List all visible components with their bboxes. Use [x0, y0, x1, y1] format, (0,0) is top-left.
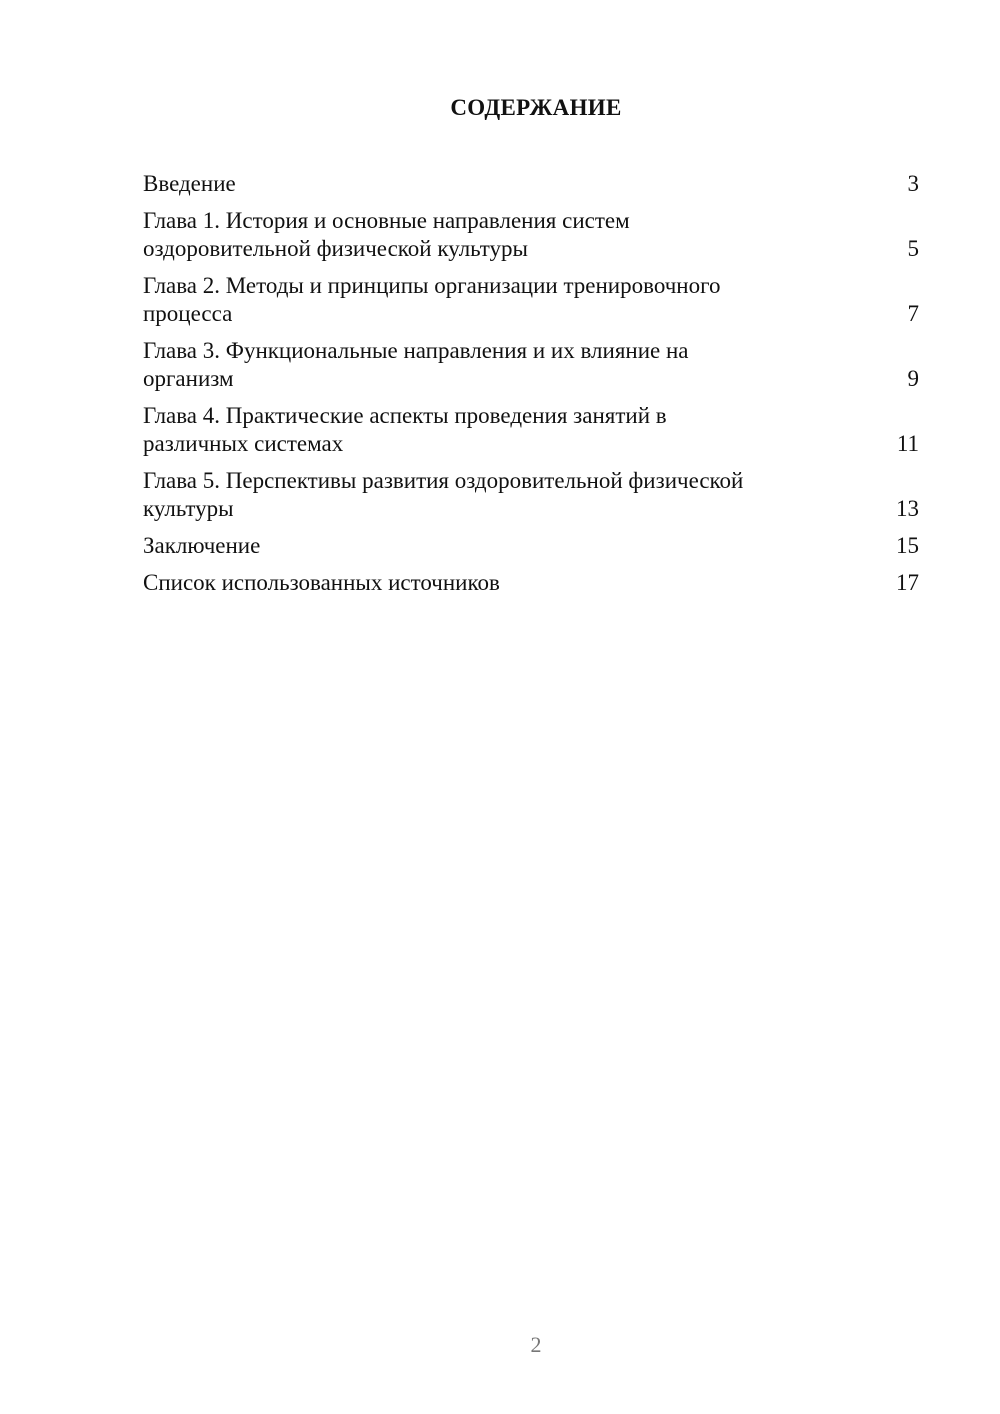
- toc-entry-title: [143, 337, 689, 393]
- table-of-contents: [143, 170, 919, 606]
- toc-entry-chapter-4: [143, 402, 919, 458]
- toc-entry-title: [143, 170, 236, 198]
- toc-entry-title: [143, 402, 667, 458]
- toc-entry-chapter-5: [143, 467, 919, 523]
- toc-entry-introduction: [143, 170, 919, 198]
- toc-entry-chapter-2: [143, 272, 919, 328]
- toc-entry-title: [143, 532, 260, 560]
- toc-entry-page-number: 3: [907, 171, 919, 196]
- toc-entry-page-number: 9: [907, 366, 919, 391]
- toc-entry-page-number: 5: [907, 236, 919, 261]
- toc-entry-line: Список использованных источников: [143, 570, 500, 595]
- toc-entry-title: [143, 207, 630, 263]
- toc-entry-line: Глава 3. Функциональные направления и их влияние на: [143, 338, 689, 363]
- toc-entry-line: Глава 5. Перспективы развития оздоровительной физической: [143, 468, 744, 493]
- toc-entry-line: Глава 1. История и основные направления систем: [143, 208, 630, 233]
- toc-entry-title: [143, 467, 743, 523]
- toc-entry-page-number: 7: [907, 301, 919, 326]
- toc-entry-line: Глава 2. Методы и принципы организации тренировочного: [143, 273, 721, 298]
- toc-entry-line: различных системах: [143, 431, 344, 456]
- toc-entry-title: [143, 569, 500, 597]
- toc-entry-line: организм: [143, 366, 234, 391]
- toc-entry-line: Введение: [143, 171, 236, 196]
- toc-entry-page-number: 17: [896, 570, 919, 595]
- toc-entry-page-number: 15: [896, 533, 919, 558]
- toc-entry-line: Глава 4. Практические аспекты проведения занятий в: [143, 403, 667, 428]
- toc-entry-page-number: 11: [896, 431, 919, 456]
- toc-entry-line: оздоровительной физической культуры: [143, 236, 528, 261]
- toc-entry-chapter-1: [143, 207, 919, 263]
- page-number: 2: [530, 1332, 542, 1357]
- toc-entry-page-number: 13: [896, 496, 919, 521]
- toc-entry-line: процесса: [143, 301, 233, 326]
- toc-entry-chapter-3: [143, 337, 919, 393]
- toc-entry-line: культуры: [143, 496, 234, 521]
- page-title: СОДЕРЖАНИЕ: [450, 95, 622, 120]
- toc-entry-references: [143, 569, 919, 597]
- toc-entry-conclusion: [143, 532, 919, 560]
- toc-entry-title: [143, 272, 720, 328]
- toc-entry-line: Заключение: [143, 533, 261, 558]
